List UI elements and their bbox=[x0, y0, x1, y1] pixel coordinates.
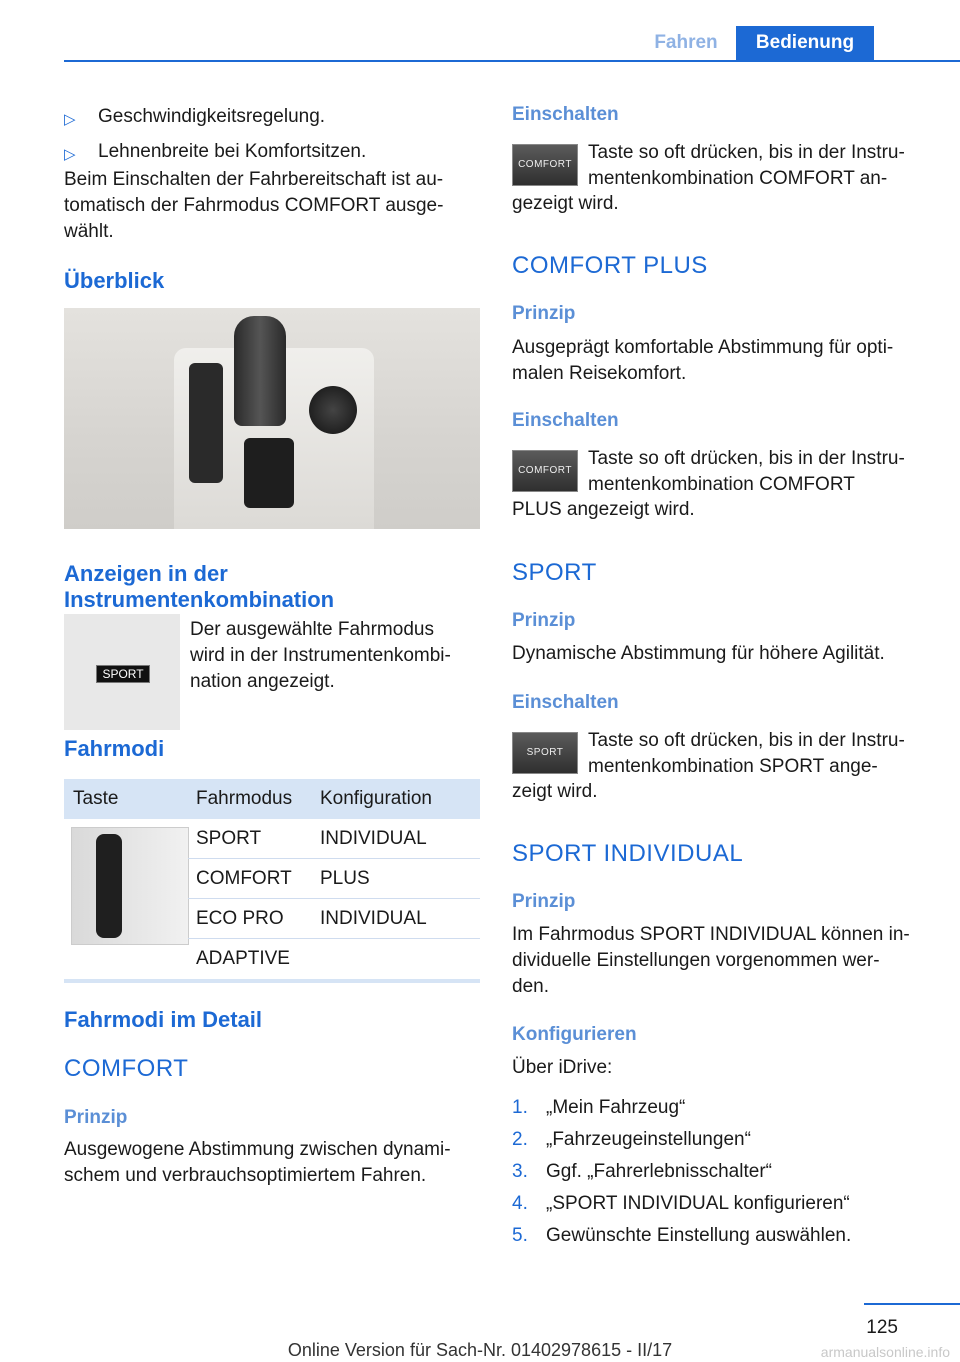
idrive-controller bbox=[309, 386, 357, 434]
watermark-text: armanualsonline.info bbox=[820, 1344, 950, 1360]
bullet-item bbox=[64, 104, 484, 133]
list-item bbox=[512, 1223, 942, 1255]
modes-heading: Fahrmodi bbox=[64, 736, 165, 761]
header-section-tab: Fahren bbox=[654, 32, 718, 53]
overview-heading: Überblick bbox=[64, 268, 165, 293]
display-text bbox=[190, 617, 480, 695]
sport-text: Dynamische Abstimmung für höhere Agilität. bbox=[512, 643, 885, 664]
step-number: 1. bbox=[512, 1097, 528, 1118]
sport-individual-text bbox=[512, 922, 942, 1000]
configure-label: Konfigurieren bbox=[512, 1024, 637, 1045]
text-line: Ausgeprägt komfortable Abstimmung für opti- bbox=[512, 337, 894, 358]
step-number: 4. bbox=[512, 1193, 528, 1214]
text-line: malen Reisekomfort. bbox=[512, 363, 687, 384]
switch-text-line: mentenkombination COMFORT bbox=[588, 474, 855, 495]
display-heading-line: Instrumentenkombination bbox=[64, 587, 335, 612]
sport-switch-text bbox=[588, 728, 938, 780]
switch-strip bbox=[96, 834, 122, 938]
online-version-footer: Online Version für Sach-Nr. 01402978615 - II/17 bbox=[287, 1340, 673, 1360]
detail-heading: Fahrmodi im Detail bbox=[64, 1007, 263, 1032]
mode-switch-panel bbox=[189, 363, 223, 483]
text-line: Im Fahrmodus SPORT INDIVIDUAL können in- bbox=[512, 924, 910, 945]
footer-rule bbox=[864, 1303, 960, 1305]
switch-text-line: Taste so oft drücken, bis in der Instru- bbox=[588, 448, 905, 469]
intro-line: Beim Einschalten der Fahrbereitschaft ist au- bbox=[64, 169, 444, 190]
comfort-plus-switch-text-end: PLUS angezeigt wird. bbox=[512, 499, 695, 520]
comfort-plus-text bbox=[512, 335, 942, 387]
instrument-cluster-image bbox=[64, 614, 180, 730]
center-console-photo bbox=[64, 308, 480, 529]
mode-switch-image bbox=[71, 827, 189, 945]
table-bottom-rule bbox=[64, 979, 480, 983]
list-item bbox=[512, 1127, 942, 1159]
display-heading bbox=[64, 561, 484, 613]
display-text-line: wird in der Instrumentenkombi- bbox=[190, 645, 451, 666]
table-cell: SPORT bbox=[196, 828, 262, 849]
comfort-heading: COMFORT bbox=[64, 1055, 189, 1082]
switch-text-line: Taste so oft drücken, bis in der Instru- bbox=[588, 730, 905, 751]
step-text: „Mein Fahrzeug“ bbox=[546, 1097, 686, 1118]
principle-label: Prinzip bbox=[512, 891, 576, 912]
idrive-text: Über iDrive: bbox=[512, 1057, 613, 1078]
principle-label: Prinzip bbox=[512, 303, 576, 324]
table-cell: INDIVIDUAL bbox=[320, 908, 427, 929]
step-text: „Fahrzeugeinstellungen“ bbox=[546, 1129, 751, 1150]
header-chapter-tab: Bedienung bbox=[736, 26, 874, 60]
switch-text-line: Taste so oft drücken, bis in der Instru- bbox=[588, 142, 905, 163]
table-cell: PLUS bbox=[320, 868, 370, 889]
table-header-cell: Konfiguration bbox=[320, 788, 432, 809]
list-item bbox=[512, 1095, 942, 1127]
sport-switch-text-end: zeigt wird. bbox=[512, 781, 598, 802]
steps-list bbox=[512, 1095, 942, 1255]
page-number: 125 bbox=[866, 1317, 898, 1338]
sport-individual-heading: SPORT INDIVIDUAL bbox=[512, 840, 744, 867]
step-number: 3. bbox=[512, 1161, 528, 1182]
text-line: dividuelle Einstellungen vorgenommen wer- bbox=[512, 950, 880, 971]
text-line: den. bbox=[512, 976, 549, 997]
einschalten-label: Einschalten bbox=[512, 692, 619, 713]
step-number: 5. bbox=[512, 1225, 528, 1246]
switch-text-line: mentenkombination COMFORT an- bbox=[588, 168, 888, 189]
table-cell: INDIVIDUAL bbox=[320, 828, 427, 849]
comfort-button-icon: COMFORT bbox=[512, 144, 578, 186]
table-cell: COMFORT bbox=[196, 868, 292, 889]
table-header-cell: Taste bbox=[73, 788, 119, 809]
step-text: Gewünschte Einstellung auswählen. bbox=[546, 1225, 852, 1246]
triangle-bullet-icon: ▷ bbox=[64, 111, 76, 128]
gear-selector bbox=[234, 316, 286, 426]
parking-brake-panel bbox=[244, 438, 294, 508]
principle-label: Prinzip bbox=[64, 1107, 128, 1128]
comfort-plus-switch-text bbox=[588, 446, 938, 498]
step-number: 2. bbox=[512, 1129, 528, 1150]
table-cell: ECO PRO bbox=[196, 908, 284, 929]
sport-button-icon: SPORT bbox=[512, 732, 578, 774]
bullet-text: Lehnenbreite bei Komfortsitzen. bbox=[98, 141, 367, 162]
list-item bbox=[512, 1191, 942, 1223]
intro-paragraph bbox=[64, 167, 484, 245]
bullet-list bbox=[64, 104, 484, 168]
table-cell: ADAPTIVE bbox=[196, 948, 290, 969]
switch-text-line: mentenkombination SPORT ange- bbox=[588, 756, 878, 777]
triangle-bullet-icon: ▷ bbox=[64, 146, 76, 163]
table-header-cell: Fahrmodus bbox=[196, 788, 293, 809]
bullet-text: Geschwindigkeitsregelung. bbox=[98, 106, 326, 127]
einschalten-label: Einschalten bbox=[512, 410, 619, 431]
display-text-line: nation angezeigt. bbox=[190, 671, 335, 692]
comfort-plus-heading: COMFORT PLUS bbox=[512, 252, 708, 279]
comfort-text-line: Ausgewogene Abstimmung zwischen dynami- bbox=[64, 1139, 451, 1160]
sport-display-badge: SPORT bbox=[96, 665, 150, 683]
einschalten-label: Einschalten bbox=[512, 104, 619, 125]
list-item bbox=[512, 1159, 942, 1191]
step-text: Ggf. „Fahrerlebnisschalter“ bbox=[546, 1161, 772, 1182]
display-heading-line: Anzeigen in der bbox=[64, 561, 228, 586]
sport-heading: SPORT bbox=[512, 559, 597, 586]
header-rule bbox=[64, 60, 960, 62]
comfort-switch-text bbox=[588, 140, 938, 192]
display-text-line: Der ausgewählte Fahrmodus bbox=[190, 619, 434, 640]
comfort-text-line: schem und verbrauchsoptimiertem Fahren. bbox=[64, 1165, 427, 1186]
bullet-item bbox=[64, 139, 484, 168]
comfort-switch-text-end: gezeigt wird. bbox=[512, 193, 619, 214]
principle-label: Prinzip bbox=[512, 610, 576, 631]
intro-line: tomatisch der Fahrmodus COMFORT ausge- bbox=[64, 195, 444, 216]
comfort-text bbox=[64, 1137, 484, 1189]
comfort-plus-button-icon: COMFORT bbox=[512, 450, 578, 492]
intro-line: wählt. bbox=[64, 221, 114, 242]
step-text: „SPORT INDIVIDUAL konfigurieren“ bbox=[546, 1193, 850, 1214]
